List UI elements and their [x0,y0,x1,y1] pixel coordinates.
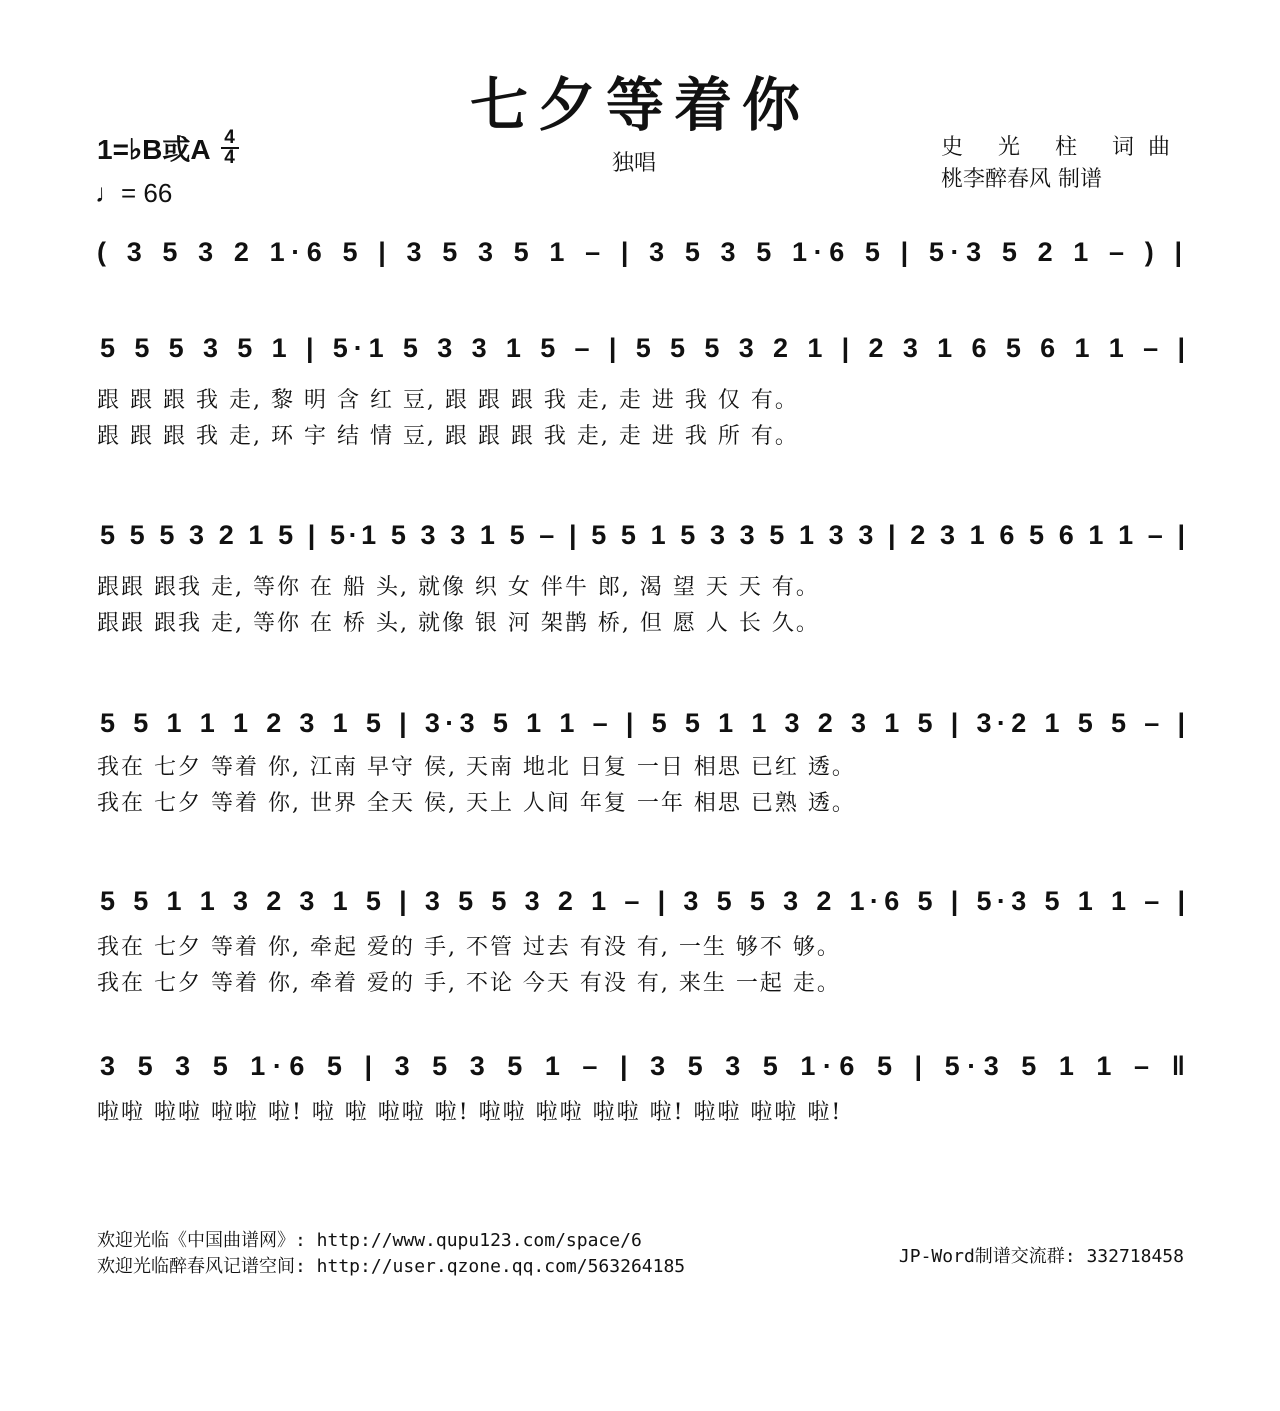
staff-line-svg [0,700,1280,750]
time-bottom: 4 [224,147,235,168]
footer-link-qzone: 欢迎光临醉春风记谱空间: http://user.qzone.qq.com/563264185 [97,1256,686,1277]
lyric-verse-2: 我在 七夕 等着 你, 世界 全天 侯, 天上 人间 年复 一年 相思 已熟 透。 [97,791,856,816]
song-title: 七夕等着你 [469,71,810,139]
notes-text: 5 5 1 1 1 2 3 1 5 | 3·3 5 1 1 – | 5 5 1 1 3 2 3 1 5 | 3·2 1 5 5 – | [100,708,1186,738]
notes-text: 3 5 3 5 1·6 5 | 3 5 3 5 1 – | 3 5 3 5 1·6 5 | 5·3 5 1 1 – ‖ [100,1051,1186,1081]
score-line-5 [0,1043,1280,1133]
notes-text: 5 5 5 3 2 1 5 | 5·1 5 3 3 1 5 – | 5 5 1 5 3 3 5 1 3 3 | 2 3 1 6 5 6 1 1 – | [100,520,1186,550]
lyric-verse-1: 我在 七夕 等着 你, 牵起 爱的 手, 不管 过去 有没 有, 一生 够不 够。 [97,935,841,960]
score-line-3 [0,700,1280,830]
time-signature [221,129,239,167]
key-text: 1=♭B或A [97,134,211,165]
notes-text: ( 3 5 3 2 1·6 5 | 3 5 3 5 1 – | 3 5 3 5 1·6 5 | 5·3 5 2 1 – ) | [97,237,1183,267]
tempo-marking: ♩= 66 [95,178,173,208]
staff-line-svg [0,878,1280,928]
staff-line-svg [0,1043,1280,1093]
notes-text: 5 5 1 1 3 2 3 1 5 | 3 5 5 3 2 1 – | 3 5 5 3 2 1·6 5 | 5·3 5 1 1 – | [100,886,1186,916]
credits [941,132,1184,196]
lyric-verse-1: 跟跟 跟我 走, 等你 在 船 头, 就像 织 女 伴牛 郎, 渴 望 天 天 有。 [97,575,820,600]
score-line-4 [0,878,1280,1008]
staff-line-svg [0,325,1280,375]
lyric-verse-2: 跟跟 跟我 走, 等你 在 桥 头, 就像 银 河 架鹊 桥, 但 愿 人 长 久。 [97,611,820,636]
lyric-verse-2: 我在 七夕 等着 你, 牵着 爱的 手, 不论 今天 有没 有, 来生 一起 走。 [97,971,841,996]
lyric-verse-2: 跟 跟 跟 我 走, 环 宇 结 情 豆, 跟 跟 跟 我 走, 走 进 我 所 有。 [97,424,799,449]
footer-link-qupu: 欢迎光临《中国曲谱网》: http://www.qupu123.com/space/6 [97,1230,642,1251]
lyric-verse-1: 我在 七夕 等着 你, 江南 早守 侯, 天南 地北 日复 一日 相思 已红 透。 [97,755,856,780]
arranger: 桃李醉春风 制谱 [941,167,1103,192]
notes-text: 5 5 5 3 5 1 | 5·1 5 3 3 1 5 – | 5 5 5 3 2 1 | 2 3 1 6 5 6 1 1 – | [100,333,1185,363]
lyric-verse-1: 啦啦 啦啦 啦啦 啦! 啦 啦 啦啦 啦! 啦啦 啦啦 啦啦 啦! 啦啦 啦啦 啦! [97,1100,843,1125]
footer-links [97,1228,685,1280]
time-top: 4 [224,127,235,148]
lyric-verse-1: 跟 跟 跟 我 走, 黎 明 含 红 豆, 跟 跟 跟 我 走, 走 进 我 仅 有。 [97,388,799,413]
staff-line-svg [0,512,1280,562]
score-line-0 [0,225,1280,275]
score-line-1 [0,325,1280,455]
score-line-2 [0,512,1280,642]
lyricist-composer: 史 光 柱 词曲 [941,135,1184,160]
key-signature [97,128,239,168]
footer-group-info: JP-Word制谱交流群: 332718458 [898,1246,1184,1267]
staff-line-svg [0,225,1280,275]
performance-type: 独唱 [612,151,657,176]
